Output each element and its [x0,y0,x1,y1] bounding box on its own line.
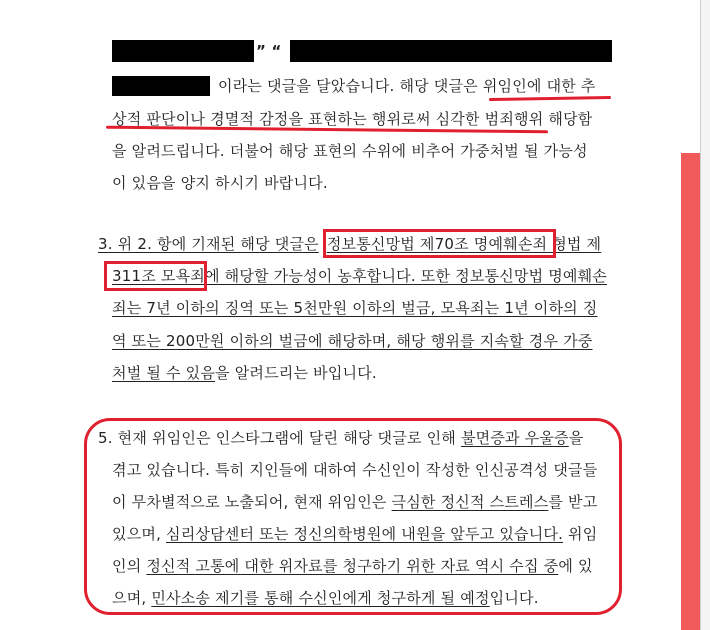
para3-text-5b: 을 알려드리는 바입니다. [215,364,377,382]
para5-text-6a: 으며, [112,589,152,607]
red-box-paragraph5 [84,418,622,615]
para3-law-311: 311조 모욕죄 [112,267,205,285]
para3-text-2: 에 해당할 가능성이 농후합니다. 또한 정보통신망법 명예훼손 [204,267,607,285]
red-side-bar [681,153,700,630]
para5-line2: 겪고 있습니다. 특히 지인들에 대하여 수신인이 작성한 인신공격성 댓글들 [112,461,598,479]
redaction-bar-line2 [112,76,210,96]
para5-text-6c: 입니다. [489,589,539,607]
redaction-bar-top-right [290,40,612,62]
para1-highlight-1: 위임인에 대한 추 [482,77,596,95]
para5-insomnia: 불면증과 우울증 [460,429,569,447]
para5-text-3c: 를 받고 [548,493,598,511]
para1-text-2: 해당함 [543,110,593,128]
para5-stress: 극심한 정신적 스트레스 [391,493,549,511]
red-box-law-311 [104,261,207,291]
para5-text-1c: 을 [568,429,584,447]
para5-text-5a: 인의 [112,557,147,575]
para1-line4: 이 있음을 양지 하시기 바랍니다. [112,174,328,192]
para5-text-4c: 위임 [563,525,598,543]
para5-counseling: 심리상담센터 또는 정신의학병원에 내원을 앞두고 있습니다. [166,525,564,543]
para3-text-1c: 형법 제 [547,235,602,253]
para5-text-3a: 이 무차별적으로 노출되어, 현재 위임인은 [112,493,392,511]
para3-line5 [112,363,377,383]
red-box-law-name [323,229,556,258]
para3-line3: 죄는 7년 이하의 징역 또는 5천만원 이하의 벌금, 모욕죄는 1년 이하의 징 [112,299,598,317]
para1-line3: 을 알려드립니다. 더불어 해당 표현의 수위에 비추어 가중처벌 될 가능성 [112,142,588,160]
para3-law-name: 정보통신망법 제70조 명예훼손죄 [326,235,548,253]
redaction-bar-top-left [112,40,254,62]
para1-line1 [218,76,596,96]
para1-highlight-2: 상적 판단이나 경멸적 감정을 표현하는 행위로써 심각한 범죄행위 [112,110,544,128]
para3-line4: 역 또는 200만원 이하의 벌금에 해당하며, 해당 행위를 지속할 경우 가중 [112,332,593,350]
para5-compensation: 정신적 고통에 대한 위자료를 청구하기 위한 자료 역시 수집 중 [146,557,559,575]
para1-text: 이라는 댓글을 달았습니다. 해당 댓글은 [218,77,483,95]
quote-marks: ” “ [256,42,282,60]
red-underline-1 [489,96,611,101]
para5-civil-suit: 민사소송 제기를 통해 수신인에게 청구하게 될 예정 [151,589,490,607]
para3-text-5a: 처벌 될 수 있음 [112,364,216,382]
para5-text-1: 5. 현재 위임인은 인스타그램에 달린 해당 댓글로 인해 [98,429,461,447]
page-edge [700,0,710,630]
para3-text-1: 3. 위 2. 항에 기재된 해당 댓글은 [98,235,319,253]
para5-text-5c: 에 있 [558,557,593,575]
para5-text-4a: 있으며, [112,525,167,543]
